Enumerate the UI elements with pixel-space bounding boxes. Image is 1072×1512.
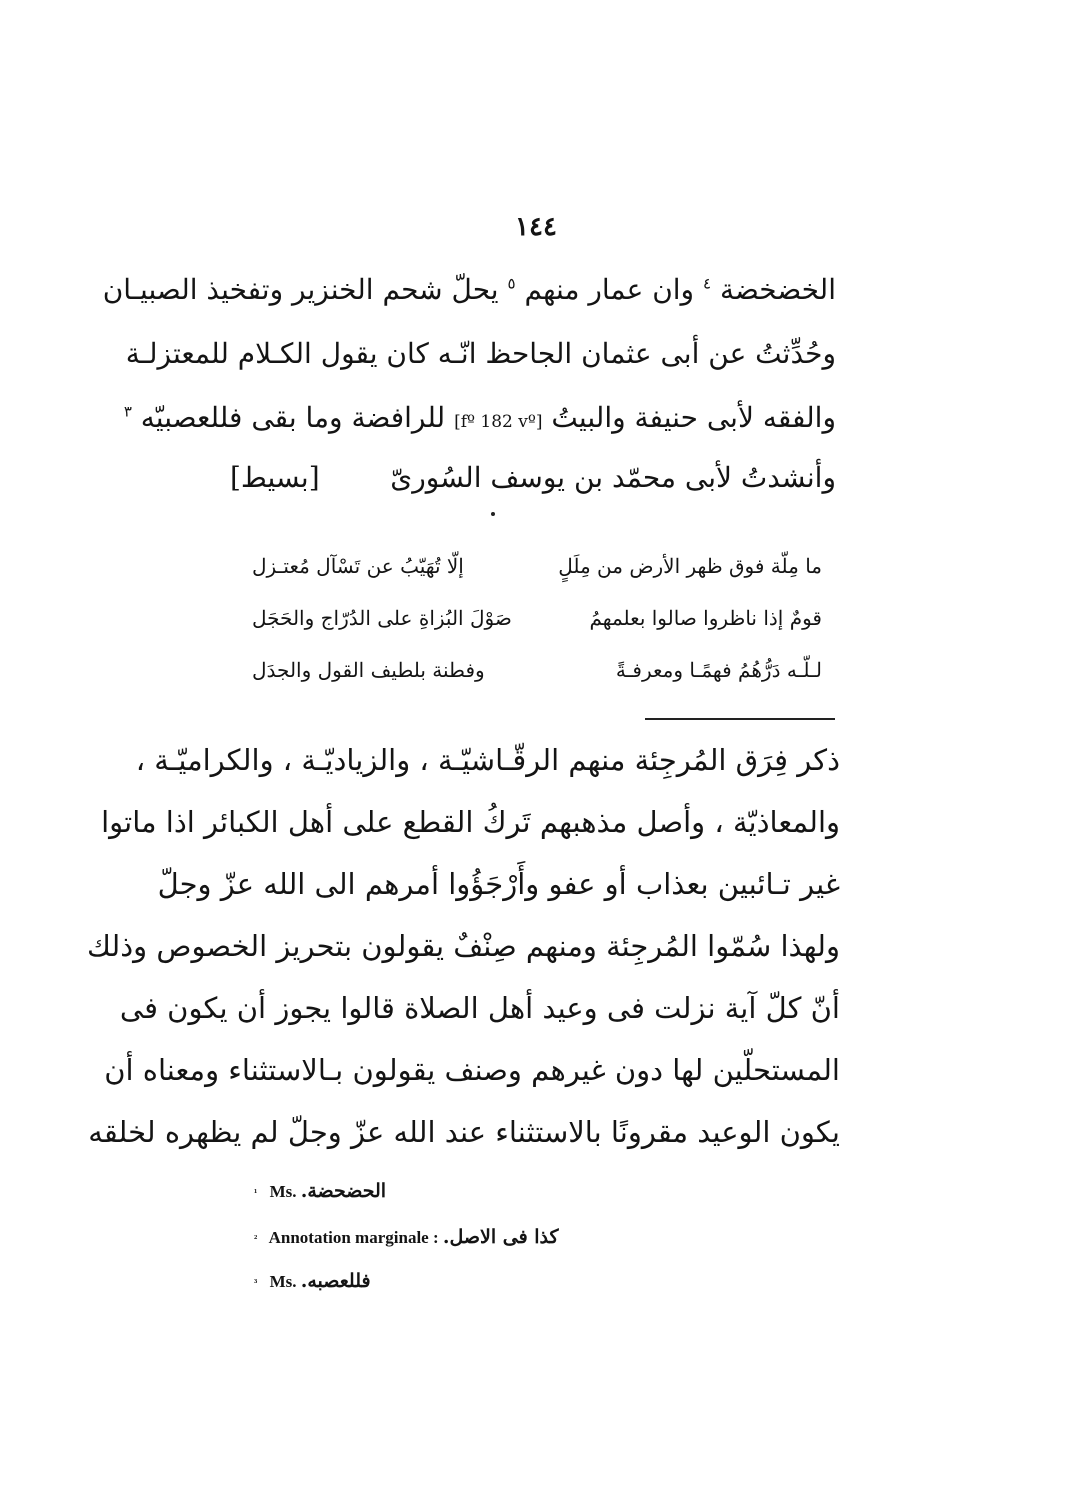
footnote-marker: ٤: [702, 274, 712, 293]
footnote-arabic: كذا فى الاصل.: [442, 1226, 559, 1248]
page-number: ١٤٤: [515, 212, 557, 242]
poem-verse-1: [252, 548, 822, 584]
footnote-3: [254, 1270, 371, 1292]
paragraph2-line-7: يكون الوعيد مقرونًا بالاستثناء عند الله عزّ وجلّ لم يظهره لخلقه: [88, 1115, 840, 1149]
section-rule: [645, 718, 835, 720]
poem-verse-3: [252, 652, 822, 688]
verse-hemistich-first: قومٌ إذا ناظروا صالوا بعلمهمُ: [589, 606, 822, 630]
footnote-number: ³: [254, 1277, 258, 1290]
text-segment: وأنشدتُ لأبى محمّد بن يوسف السُورىّ: [390, 461, 836, 494]
verse-hemistich-second: إلّا تُهَيّبُ عن تَسْآل مُعتـزل: [252, 554, 464, 578]
verse-hemistich-second: وفطنة بلطيف القول والجدَل: [252, 658, 485, 682]
separator-dot: [491, 512, 495, 516]
footnote-label: Ms.: [269, 1182, 297, 1201]
text-segment: وان عمار منهم: [524, 273, 695, 306]
footnote-2: [254, 1226, 559, 1248]
text-segment: للرافضة وما بقى فللعصبيّه: [140, 401, 446, 434]
paragraph2-line-1: ذكر فِرَق المُرجِئة منهم الرقّـاشيّـة ، والزياديّـة ، والكراميّـة ،: [135, 743, 840, 777]
folio-reference: [fº 182 vº]: [454, 412, 543, 432]
paragraph1-line-3: [123, 398, 836, 442]
footnote-label: Ms.: [269, 1272, 297, 1291]
verse-hemistich-first: لـلّـه دَرُّهُمُ فهمًـا ومعرفـةً: [615, 658, 822, 682]
footnote-marker: ٥: [507, 274, 516, 293]
footnote-number: ¹: [254, 1187, 258, 1200]
paragraph2-line-6: المستحلّين لها دون غيرهم وصنف يقولون بـالاستثناء ومعناه أن: [104, 1053, 840, 1087]
paragraph1-line-4: [230, 458, 836, 498]
footnote-marker: ٣: [123, 402, 132, 421]
paragraph2-line-4: ولهذا سُمّوا المُرجِئة ومنهم صِنْفٌ يقولون بتحريز الخصوص وذلك: [86, 929, 840, 963]
footnote-arabic: فللعصبه.: [300, 1270, 371, 1292]
verse-hemistich-second: صَوْلَ البُزاةِ على الدُرّاج والحَجَل: [252, 606, 512, 630]
paragraph2-line-2: والمعاذيّة ، وأصل مذهبهم تَركُ القطع على أهل الكبائر اذا ماتوا: [101, 805, 840, 839]
paragraph2-line-3: غير تـائبين بعذاب أو عفو وأَرْجَؤُوا أمرهم الى الله عزّ وجلّ: [157, 867, 840, 901]
footnote-number: ²: [254, 1233, 258, 1246]
paragraph1-line-2: وحُدِّثتُ عن أبى عثمان الجاحظ انّـه كان يقول الكـلام للمعتزلـة: [125, 337, 836, 370]
poem-verse-2: [252, 600, 822, 636]
paragraph2-line-5: أنّ كلّ آية نزلت فى وعيد أهل الصلاة قالوا يجوز أن يكون فى: [119, 991, 840, 1025]
footnote-arabic: الحضحضة.: [300, 1180, 387, 1202]
text-segment: يحلّ شحم الخنزير وتفخيذ الصبيـان: [102, 273, 499, 306]
paragraph1-line-1: [102, 270, 836, 310]
verse-hemistich-first: ما مِلّة فوق ظهر الأرض من مِلَلٍ: [558, 554, 822, 578]
text-segment: والفقه لأبى حنيفة والبيتُ: [551, 401, 836, 434]
footnote-1: [254, 1180, 386, 1202]
meter-label: [بسيط]: [230, 461, 320, 494]
footnote-label: Annotation marginale :: [268, 1228, 439, 1247]
text-segment: الخضخضة: [719, 273, 836, 306]
